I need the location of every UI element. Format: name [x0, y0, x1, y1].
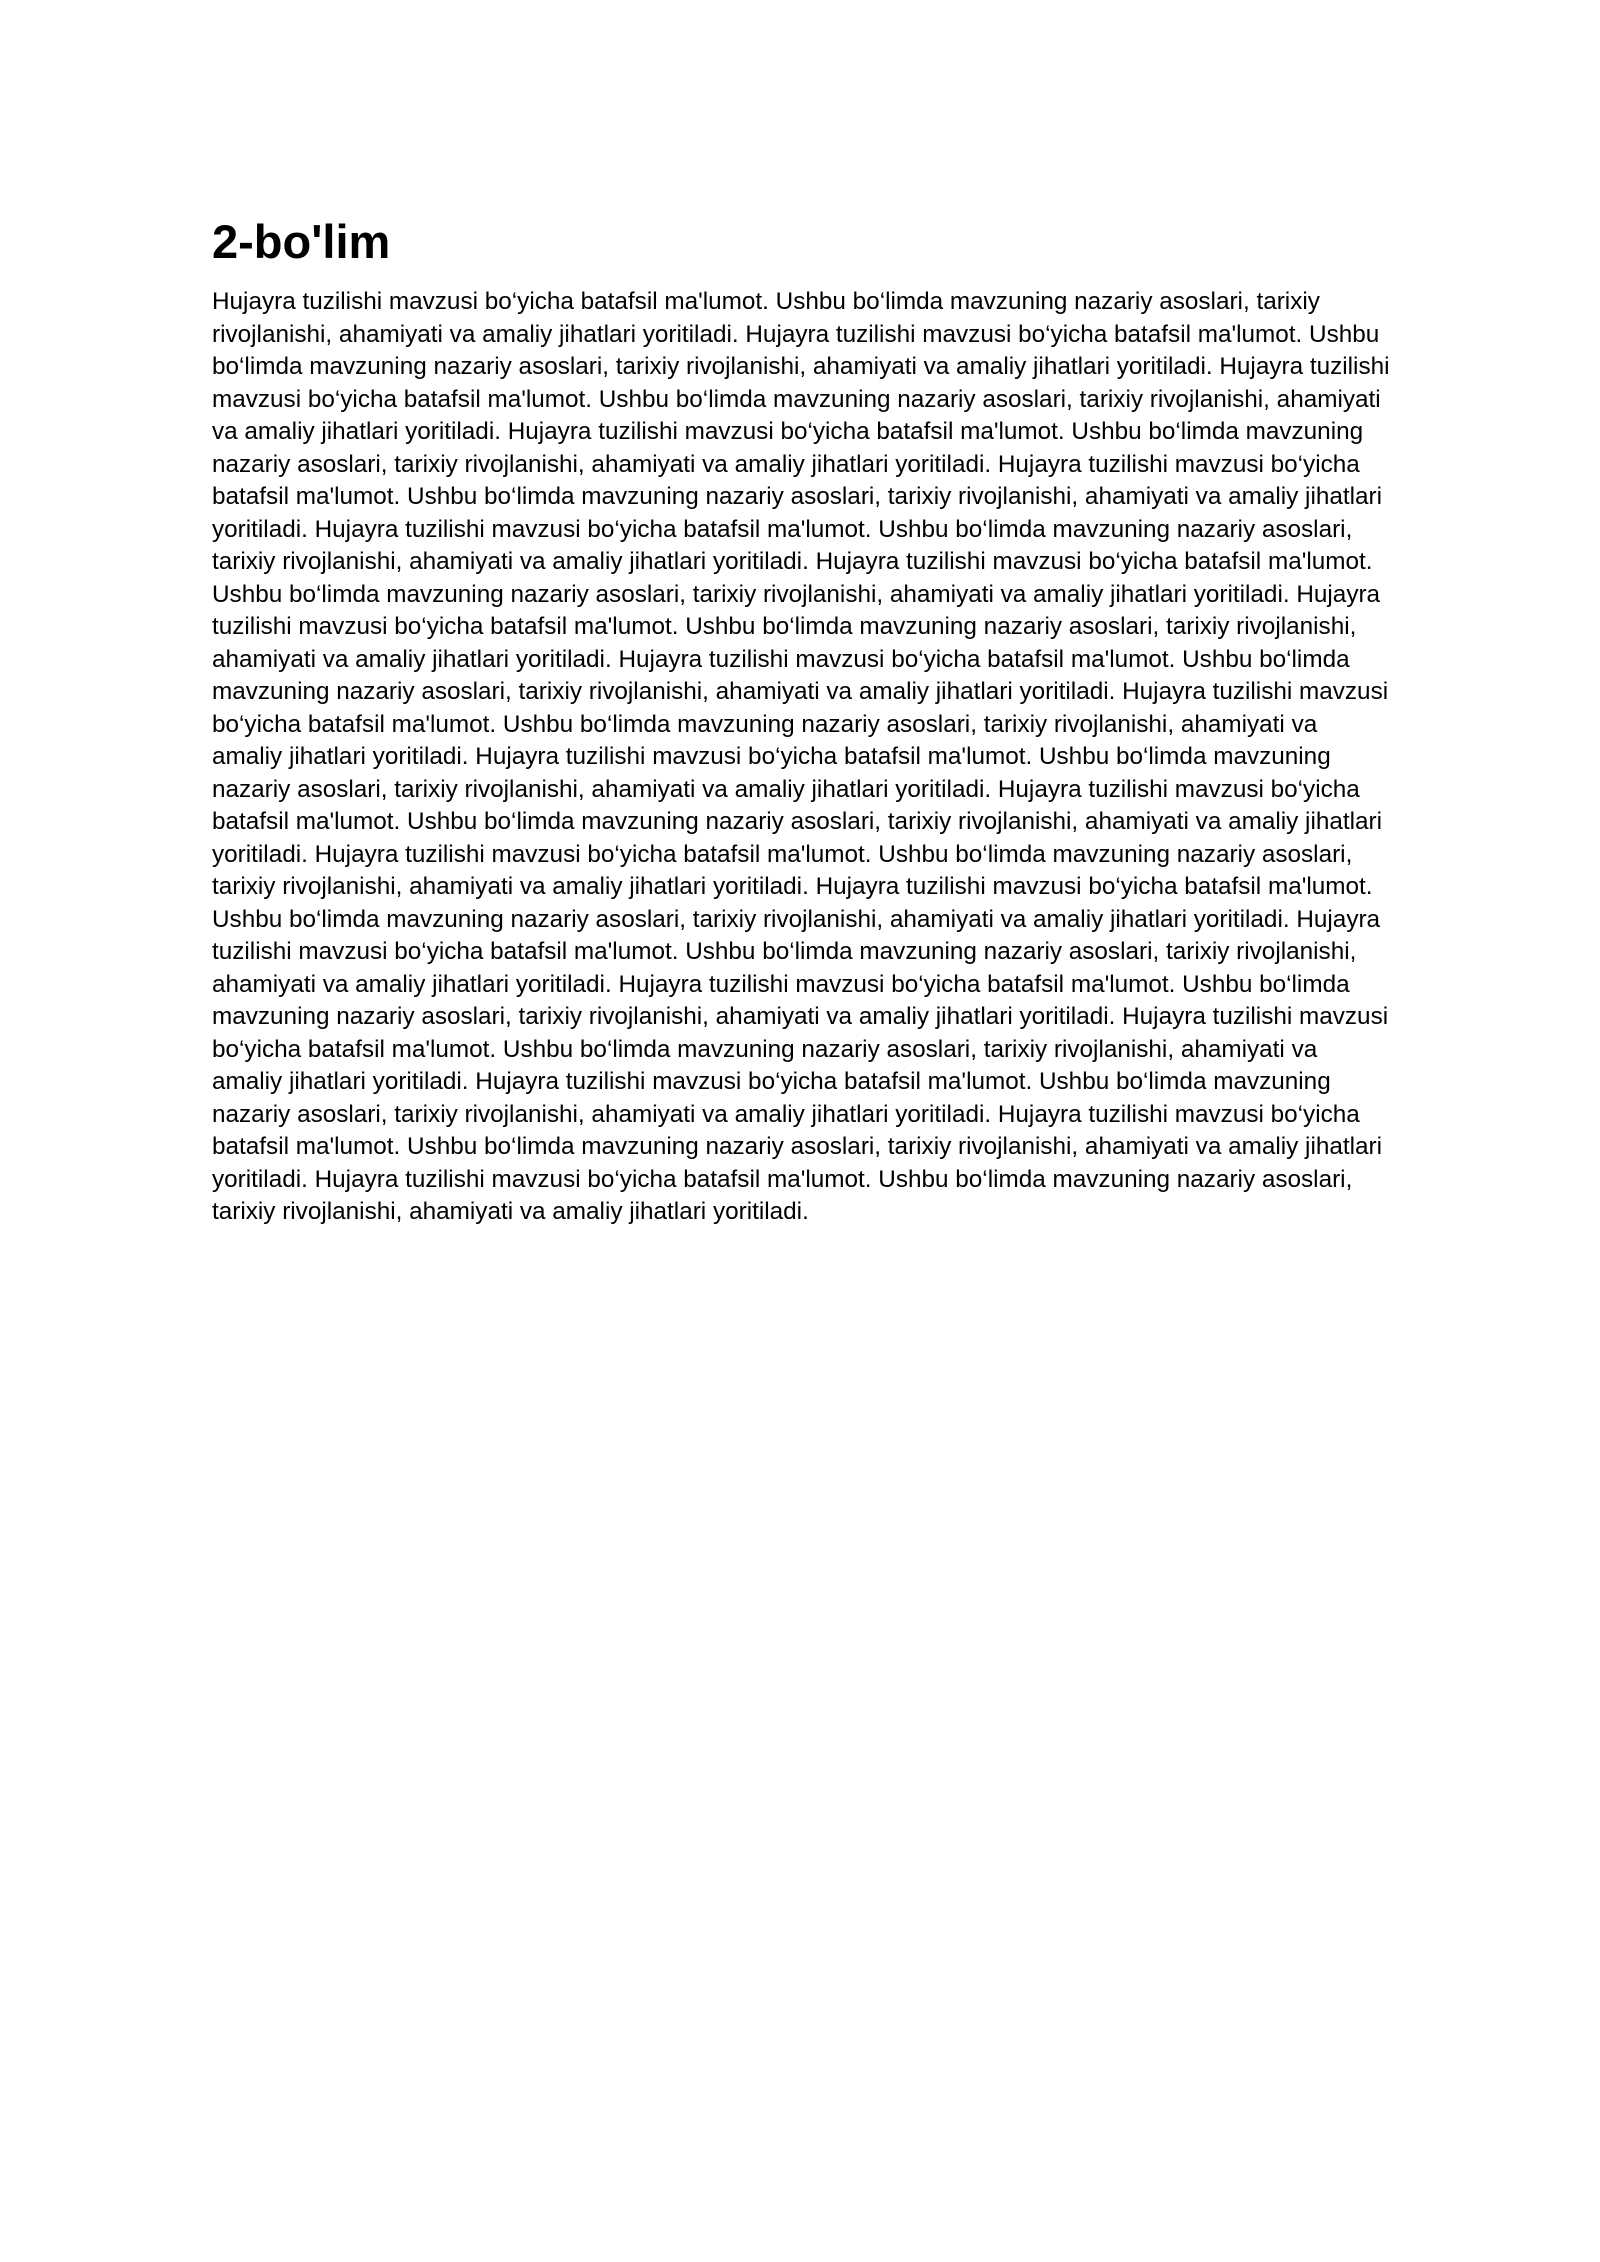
- section-heading: 2-bo'lim: [212, 215, 391, 268]
- section-paragraph: Hujayra tuzilishi mavzusi bo‘yicha batafsil ma'lumot. Ushbu bo‘limda mavzuning nazariy asoslari, tarixiy rivojlanishi, ahamiyati va amaliy jihatlari yoritiladi. Hujayra tuzilishi mavzusi bo‘yicha batafsil ma'lumot. Ushbu bo‘limda mavzuning nazariy asoslari, tarixiy rivojlanishi, ahamiyati va amaliy jihatlari yoritiladi. Hujayra tuzilishi mavzusi bo‘yicha batafsil ma'lumot. Ushbu bo‘limda mavzuning nazariy asoslari, tarixiy rivojlanishi, ahamiyati va amaliy jihatlari yoritiladi. Hujayra tuzilishi mavzusi bo‘yicha batafsil ma'lumot. Ushbu bo‘limda mavzuning nazariy asoslari, tarixiy rivojlanishi, ahamiyati va amaliy jihatlari yoritiladi. Hujayra tuzilishi mavzusi bo‘yicha batafsil ma'lumot. Ushbu bo‘limda mavzuning nazariy asoslari, tarixiy rivojlanishi, ahamiyati va amaliy jihatlari yoritiladi. Hujayra tuzilishi mavzusi bo‘yicha batafsil ma'lumot. Ushbu bo‘limda mavzuning nazariy asoslari, tarixiy rivojlanishi, ahamiyati va amaliy jihatlari yoritiladi. Hujayra tuzilishi mavzusi bo‘yicha batafsil ma'lumot. Ushbu bo‘limda mavzuning nazariy asoslari, tarixiy rivojlanishi, ahamiyati va amaliy jihatlari yoritiladi. Hujayra tuzilishi mavzusi bo‘yicha batafsil ma'lumot. Ushbu bo‘limda mavzuning nazariy asoslari, tarixiy rivojlanishi, ahamiyati va amaliy jihatlari yoritiladi. Hujayra tuzilishi mavzusi bo‘yicha batafsil ma'lumot. Ushbu bo‘limda mavzuning nazariy asoslari, tarixiy rivojlanishi, ahamiyati va amaliy jihatlari yoritiladi. Hujayra tuzilishi mavzusi bo‘yicha batafsil ma'lumot. Ushbu bo‘limda mavzuning nazariy asoslari, tarixiy rivojlanishi, ahamiyati va amaliy jihatlari yoritiladi. Hujayra tuzilishi mavzusi bo‘yicha batafsil ma'lumot. Ushbu bo‘limda mavzuning nazariy asoslari, tarixiy rivojlanishi, ahamiyati va amaliy jihatlari yoritiladi. Hujayra tuzilishi mavzusi bo‘yicha batafsil ma'lumot. Ushbu bo‘limda mavzuning nazariy asoslari, tarixiy rivojlanishi, ahamiyati va amaliy jihatlari yoritiladi. Hujayra tuzilishi mavzusi bo‘yicha batafsil ma'lumot. Ushbu bo‘limda mavzuning nazariy asoslari, tarixiy rivojlanishi, ahamiyati va amaliy jihatlari yoritiladi. Hujayra tuzilishi mavzusi bo‘yicha batafsil ma'lumot. Ushbu bo‘limda mavzuning nazariy asoslari, tarixiy rivojlanishi, ahamiyati va amaliy jihatlari yoritiladi. Hujayra tuzilishi mavzusi bo‘yicha batafsil ma'lumot. Ushbu bo‘limda mavzuning nazariy asoslari, tarixiy rivojlanishi, ahamiyati va amaliy jihatlari yoritiladi. Hujayra tuzilishi mavzusi bo‘yicha batafsil ma'lumot. Ushbu bo‘limda mavzuning nazariy asoslari, tarixiy rivojlanishi, ahamiyati va amaliy jihatlari yoritiladi. Hujayra tuzilishi mavzusi bo‘yicha batafsil ma'lumot. Ushbu bo‘limda mavzuning nazariy asoslari, tarixiy rivojlanishi, ahamiyati va amaliy jihatlari yoritiladi. Hujayra tuzilishi mavzusi bo‘yicha batafsil ma'lumot. Ushbu bo‘limda mavzuning nazariy asoslari, tarixiy rivojlanishi, ahamiyati va amaliy jihatlari yoritiladi. Hujayra tuzilishi mavzusi bo‘yicha batafsil ma'lumot. Ushbu bo‘limda mavzuning nazariy asoslari, tarixiy rivojlanishi, ahamiyati va amaliy jihatlari yoritiladi. Hujayra tuzilishi mavzusi bo‘yicha batafsil ma'lumot. Ushbu bo‘limda mavzuning nazariy asoslari, tarixiy rivojlanishi, ahamiyati va amaliy jihatlari yoritiladi.: [212, 288, 1390, 1225]
- document-page: [212, 214, 1392, 1229]
